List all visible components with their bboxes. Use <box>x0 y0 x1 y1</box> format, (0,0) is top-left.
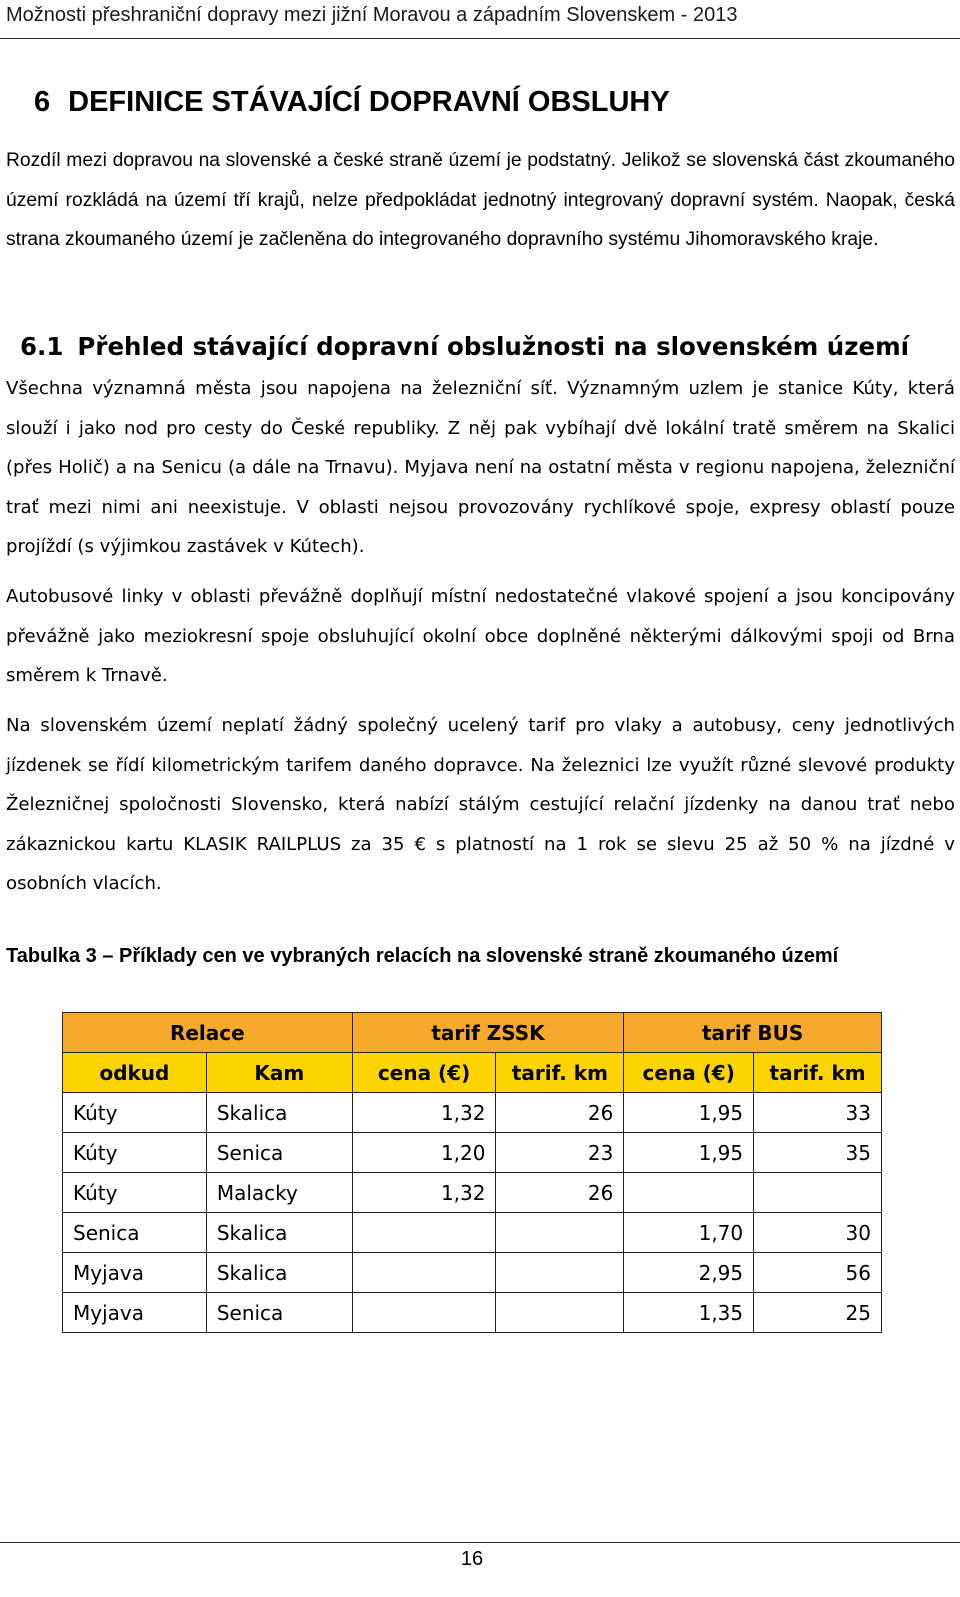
cell-zssk-price <box>352 1213 496 1253</box>
table-caption: Tabulka 3 – Příklady cen ve vybraných relacích na slovenské straně zkoumaného území <box>6 945 839 967</box>
cell-zssk-price <box>352 1253 496 1293</box>
section-paragraph-bus: Autobusové linky v oblasti převážně doplňují místní nedostatečné vlakové spojení a jsou koncipovány převážně jako meziokresní spoje obsluhující okolní obce doplněné některými dálkovými spoji od Brna směrem k Trnavě. <box>6 586 955 686</box>
group-header-relation: Relace <box>63 1013 353 1053</box>
table-row <box>63 1173 882 1213</box>
cell-zssk-km: 26 <box>496 1093 624 1133</box>
cell-to: Skalica <box>206 1253 352 1293</box>
cell-to: Senica <box>206 1293 352 1333</box>
column-header-zssk-km: tarif. km <box>496 1053 624 1093</box>
table-row <box>63 1133 882 1173</box>
cell-bus-km: 33 <box>754 1093 882 1133</box>
cell-from: Myjava <box>63 1293 207 1333</box>
cell-bus-price: 2,95 <box>624 1253 754 1293</box>
cell-bus-price: 1,35 <box>624 1293 754 1333</box>
cell-to: Skalica <box>206 1093 352 1133</box>
cell-bus-price: 1,95 <box>624 1093 754 1133</box>
price-table <box>62 1012 882 1333</box>
intro-paragraph: Rozdíl mezi dopravou na slovenské a české straně území je podstatný. Jelikož se slovenská část zkoumaného území rozkládá na území tří krajů, nelze předpokládat jednotný integrovaný dopravní systém. Naopak, česká strana zkoumaného území je začleněna do integrovaného dopravního systému Jihomoravského kraje. <box>6 150 955 250</box>
cell-to: Skalica <box>206 1213 352 1253</box>
table-row <box>63 1213 882 1253</box>
chapter-heading <box>34 84 670 120</box>
cell-to: Senica <box>206 1133 352 1173</box>
cell-bus-km: 30 <box>754 1213 882 1253</box>
cell-bus-km: 25 <box>754 1293 882 1333</box>
cell-to: Malacky <box>206 1173 352 1213</box>
column-header-zssk-price: cena (€) <box>352 1053 496 1093</box>
cell-zssk-km <box>496 1213 624 1253</box>
table-group-header-row <box>63 1013 882 1053</box>
cell-zssk-km: 23 <box>496 1133 624 1173</box>
cell-zssk-price: 1,32 <box>352 1173 496 1213</box>
column-header-bus-km: tarif. km <box>754 1053 882 1093</box>
table-row <box>63 1293 882 1333</box>
group-header-zssk: tarif ZSSK <box>352 1013 624 1053</box>
cell-bus-price: 1,70 <box>624 1213 754 1253</box>
section-number: 6.1 <box>20 332 64 361</box>
cell-bus-price: 1,95 <box>624 1133 754 1173</box>
footer-divider <box>0 1542 960 1543</box>
column-header-bus-price: cena (€) <box>624 1053 754 1093</box>
section-title: Přehled stávající dopravní obslužnosti na slovenském území <box>77 332 910 361</box>
cell-zssk-price <box>352 1293 496 1333</box>
cell-zssk-price: 1,20 <box>352 1133 496 1173</box>
running-header: Možnosti přeshraniční dopravy mezi jižní Moravou a západním Slovenskem - 2013 <box>6 4 738 26</box>
chapter-number: 6 <box>34 86 51 118</box>
cell-bus-km: 56 <box>754 1253 882 1293</box>
cell-bus-km: 35 <box>754 1133 882 1173</box>
cell-from: Senica <box>63 1213 207 1253</box>
cell-zssk-km <box>496 1253 624 1293</box>
cell-from: Kúty <box>63 1093 207 1133</box>
cell-from: Kúty <box>63 1173 207 1213</box>
cell-bus-price <box>624 1173 754 1213</box>
page-number: 16 <box>460 1548 484 1570</box>
column-header-to: Kam <box>206 1053 352 1093</box>
cell-zssk-km: 26 <box>496 1173 624 1213</box>
table-row <box>63 1253 882 1293</box>
table-row <box>63 1093 882 1133</box>
table-column-header-row <box>63 1053 882 1093</box>
group-header-bus: tarif BUS <box>624 1013 882 1053</box>
cell-from: Myjava <box>63 1253 207 1293</box>
cell-bus-km <box>754 1173 882 1213</box>
column-header-from: odkud <box>63 1053 207 1093</box>
header-divider <box>0 38 960 39</box>
section-paragraph-tariff: Na slovenském území neplatí žádný společný ucelený tarif pro vlaky a autobusy, ceny jednotlivých jízdenek se řídí kilometrickým tarifem daného dopravce. Na železnici lze využít různé slevové produkty Železničnej spoločnosti Slovensko, která nabízí stálým cestující relační jízdenky na danou trať nebo zákaznickou kartu KLASIK RAILPLUS za 35 € s platností na 1 rok se slevu 25 až 50 % na jízdné v osobních vlacích. <box>6 715 955 894</box>
chapter-title: DEFINICE STÁVAJÍCÍ DOPRAVNÍ OBSLUHY <box>68 86 670 118</box>
section-heading <box>20 330 909 364</box>
cell-zssk-km <box>496 1293 624 1333</box>
cell-zssk-price: 1,32 <box>352 1093 496 1133</box>
cell-from: Kúty <box>63 1133 207 1173</box>
section-paragraph-rail: Všechna významná města jsou napojena na železniční síť. Významným uzlem je stanice Kúty, která slouží i jako nod pro cesty do České republiky. Z něj pak vybíhají dvě lokální tratě směrem na Skalici (přes Holič) a na Senicu (a dále na Trnavu). Myjava není na ostatní města v regionu napojena, železniční trať mezi nimi ani neexistuje. V oblasti nejsou provozovány rychlíkové spoje, expresy oblastí pouze projíždí (s výjimkou zastávek v Kútech). <box>6 378 955 557</box>
